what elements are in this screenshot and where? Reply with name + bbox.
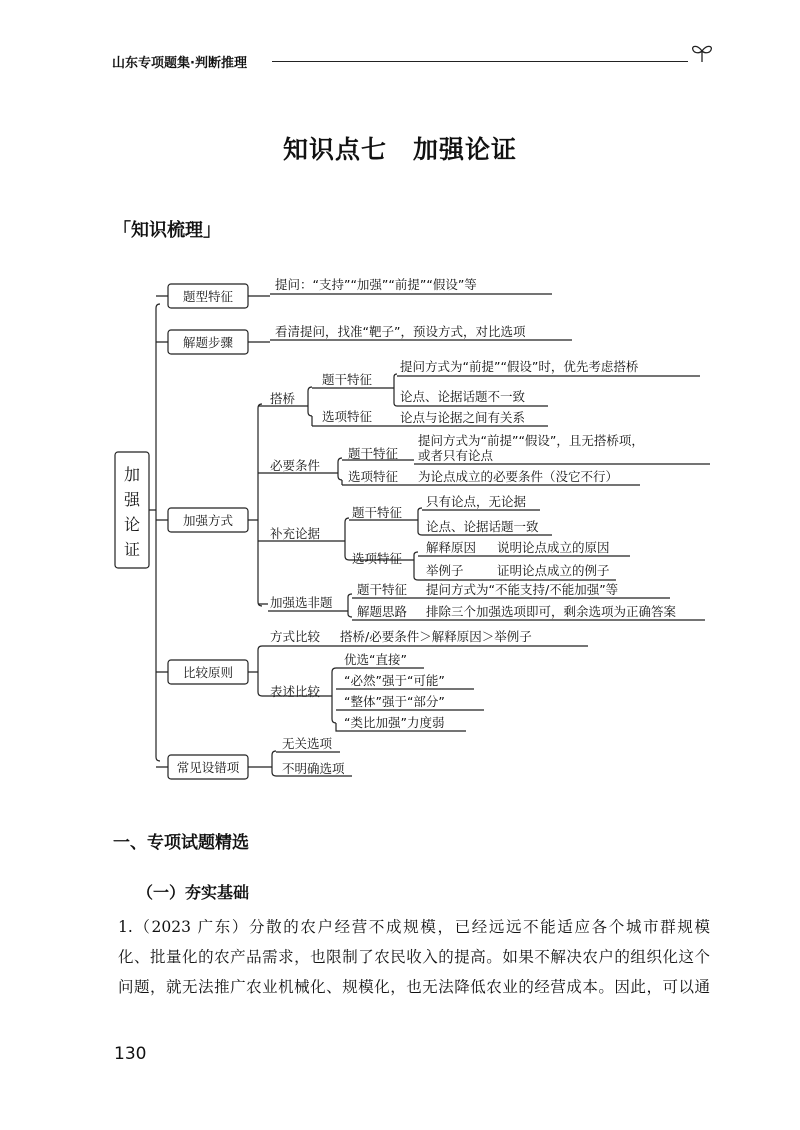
heading-special-questions: 一、专项试题精选 [113, 833, 249, 853]
page-title: 知识点七 加强论证 [282, 135, 517, 164]
cmp-expr-2: “必然”强于“可能” [344, 673, 445, 688]
bridge-label: 搭桥 [270, 391, 296, 406]
err-2: 不明确选项 [282, 761, 345, 776]
sup-stem-1: 只有论点，无论据 [426, 494, 527, 509]
neg-stem-1: 提问方式为“不能支持/不能加强”等 [426, 582, 619, 597]
neg-label: 加强选非题 [270, 595, 333, 610]
err-1: 无关选项 [282, 736, 333, 751]
nec-stem-1b: 或者只有论点 [418, 448, 494, 463]
knowledge-mindmap [100, 262, 710, 792]
header-rule [272, 61, 688, 62]
nec-opt-1: 为论点成立的必要条件（没它不行） [418, 469, 619, 484]
cmp-method-label: 方式比较 [270, 629, 321, 644]
root-char-1: 加 [123, 465, 141, 484]
question-line-1: 1.（2023 广东）分散的农户经营不成规模，已经远远不能适应各个城市群规模 [118, 918, 710, 936]
sup-label: 补充论据 [270, 526, 321, 541]
sup-opt-2a: 举例子 [426, 563, 464, 578]
heading-basics: （一）夯实基础 [137, 883, 250, 902]
node-method-label: 加强方式 [182, 513, 234, 528]
running-header: 山东专项题集·判断推理 [112, 56, 247, 71]
bridge-opt-1: 论点与论据之间有关系 [400, 410, 526, 425]
bridge-stem-1: 提问方式为“前提”“假设”时，优先考虑搭桥 [400, 359, 639, 374]
cmp-expr-label: 表述比较 [270, 684, 321, 699]
steps-desc: 看清提问，找准“靶子”，预设方式，对比选项 [275, 324, 526, 339]
question-paragraph [118, 912, 710, 1002]
nec-opt-label: 选项特征 [348, 469, 399, 484]
root-char-3: 论 [123, 515, 141, 534]
root-char-4: 证 [123, 540, 141, 559]
cmp-expr-3: “整体”强于“部分” [344, 694, 445, 709]
cmp-method-1: 搭桥/必要条件＞解释原因＞举例子 [340, 629, 532, 644]
nec-stem-label: 题干特征 [348, 446, 399, 461]
sup-opt-label: 选项特征 [352, 551, 403, 566]
cmp-expr-4: “类比加强”力度弱 [344, 715, 445, 730]
cmp-expr-1: 优选“直接” [344, 652, 407, 667]
sup-stem-2: 论点、论据话题一致 [426, 519, 539, 534]
bridge-stem-2: 论点、论据话题不一致 [400, 389, 526, 404]
type-desc: 提问：“支持”“加强”“前提”“假设”等 [275, 277, 477, 292]
sup-opt-1b: 说明论点成立的原因 [497, 540, 610, 555]
neg-idea-label: 解题思路 [357, 604, 408, 619]
node-errors-label: 常见设错项 [176, 760, 240, 775]
neg-idea-1: 排除三个加强选项即可，剩余选项为正确答案 [426, 604, 677, 619]
bridge-opt-label: 选项特征 [322, 409, 373, 424]
page-number: 130 [114, 1044, 147, 1064]
nec-stem-1a: 提问方式为“前提”“假设”，且无搭桥项， [418, 433, 644, 448]
node-steps-label: 解题步骤 [182, 335, 234, 350]
sup-opt-2b: 证明论点成立的例子 [497, 563, 610, 578]
section-title: 「知识梳理」 [113, 220, 221, 241]
sprout-icon [690, 42, 714, 64]
nec-label: 必要条件 [270, 458, 321, 473]
node-type-label: 题型特征 [182, 289, 234, 304]
bridge-stem-label: 题干特征 [322, 372, 373, 387]
root-char-2: 强 [123, 490, 141, 509]
neg-stem-label: 题干特征 [357, 582, 408, 597]
question-line-2: 化、批量化的农产品需求，也限制了农民收入的提高。如果不解决农户的组织化这个 [118, 948, 710, 966]
sup-stem-label: 题干特征 [352, 505, 403, 520]
sup-opt-1a: 解释原因 [426, 540, 477, 555]
question-line-3: 问题，就无法推广农业机械化、规模化，也无法降低农业的经营成本。因此，可以通 [118, 978, 710, 996]
node-compare-label: 比较原则 [182, 665, 234, 680]
